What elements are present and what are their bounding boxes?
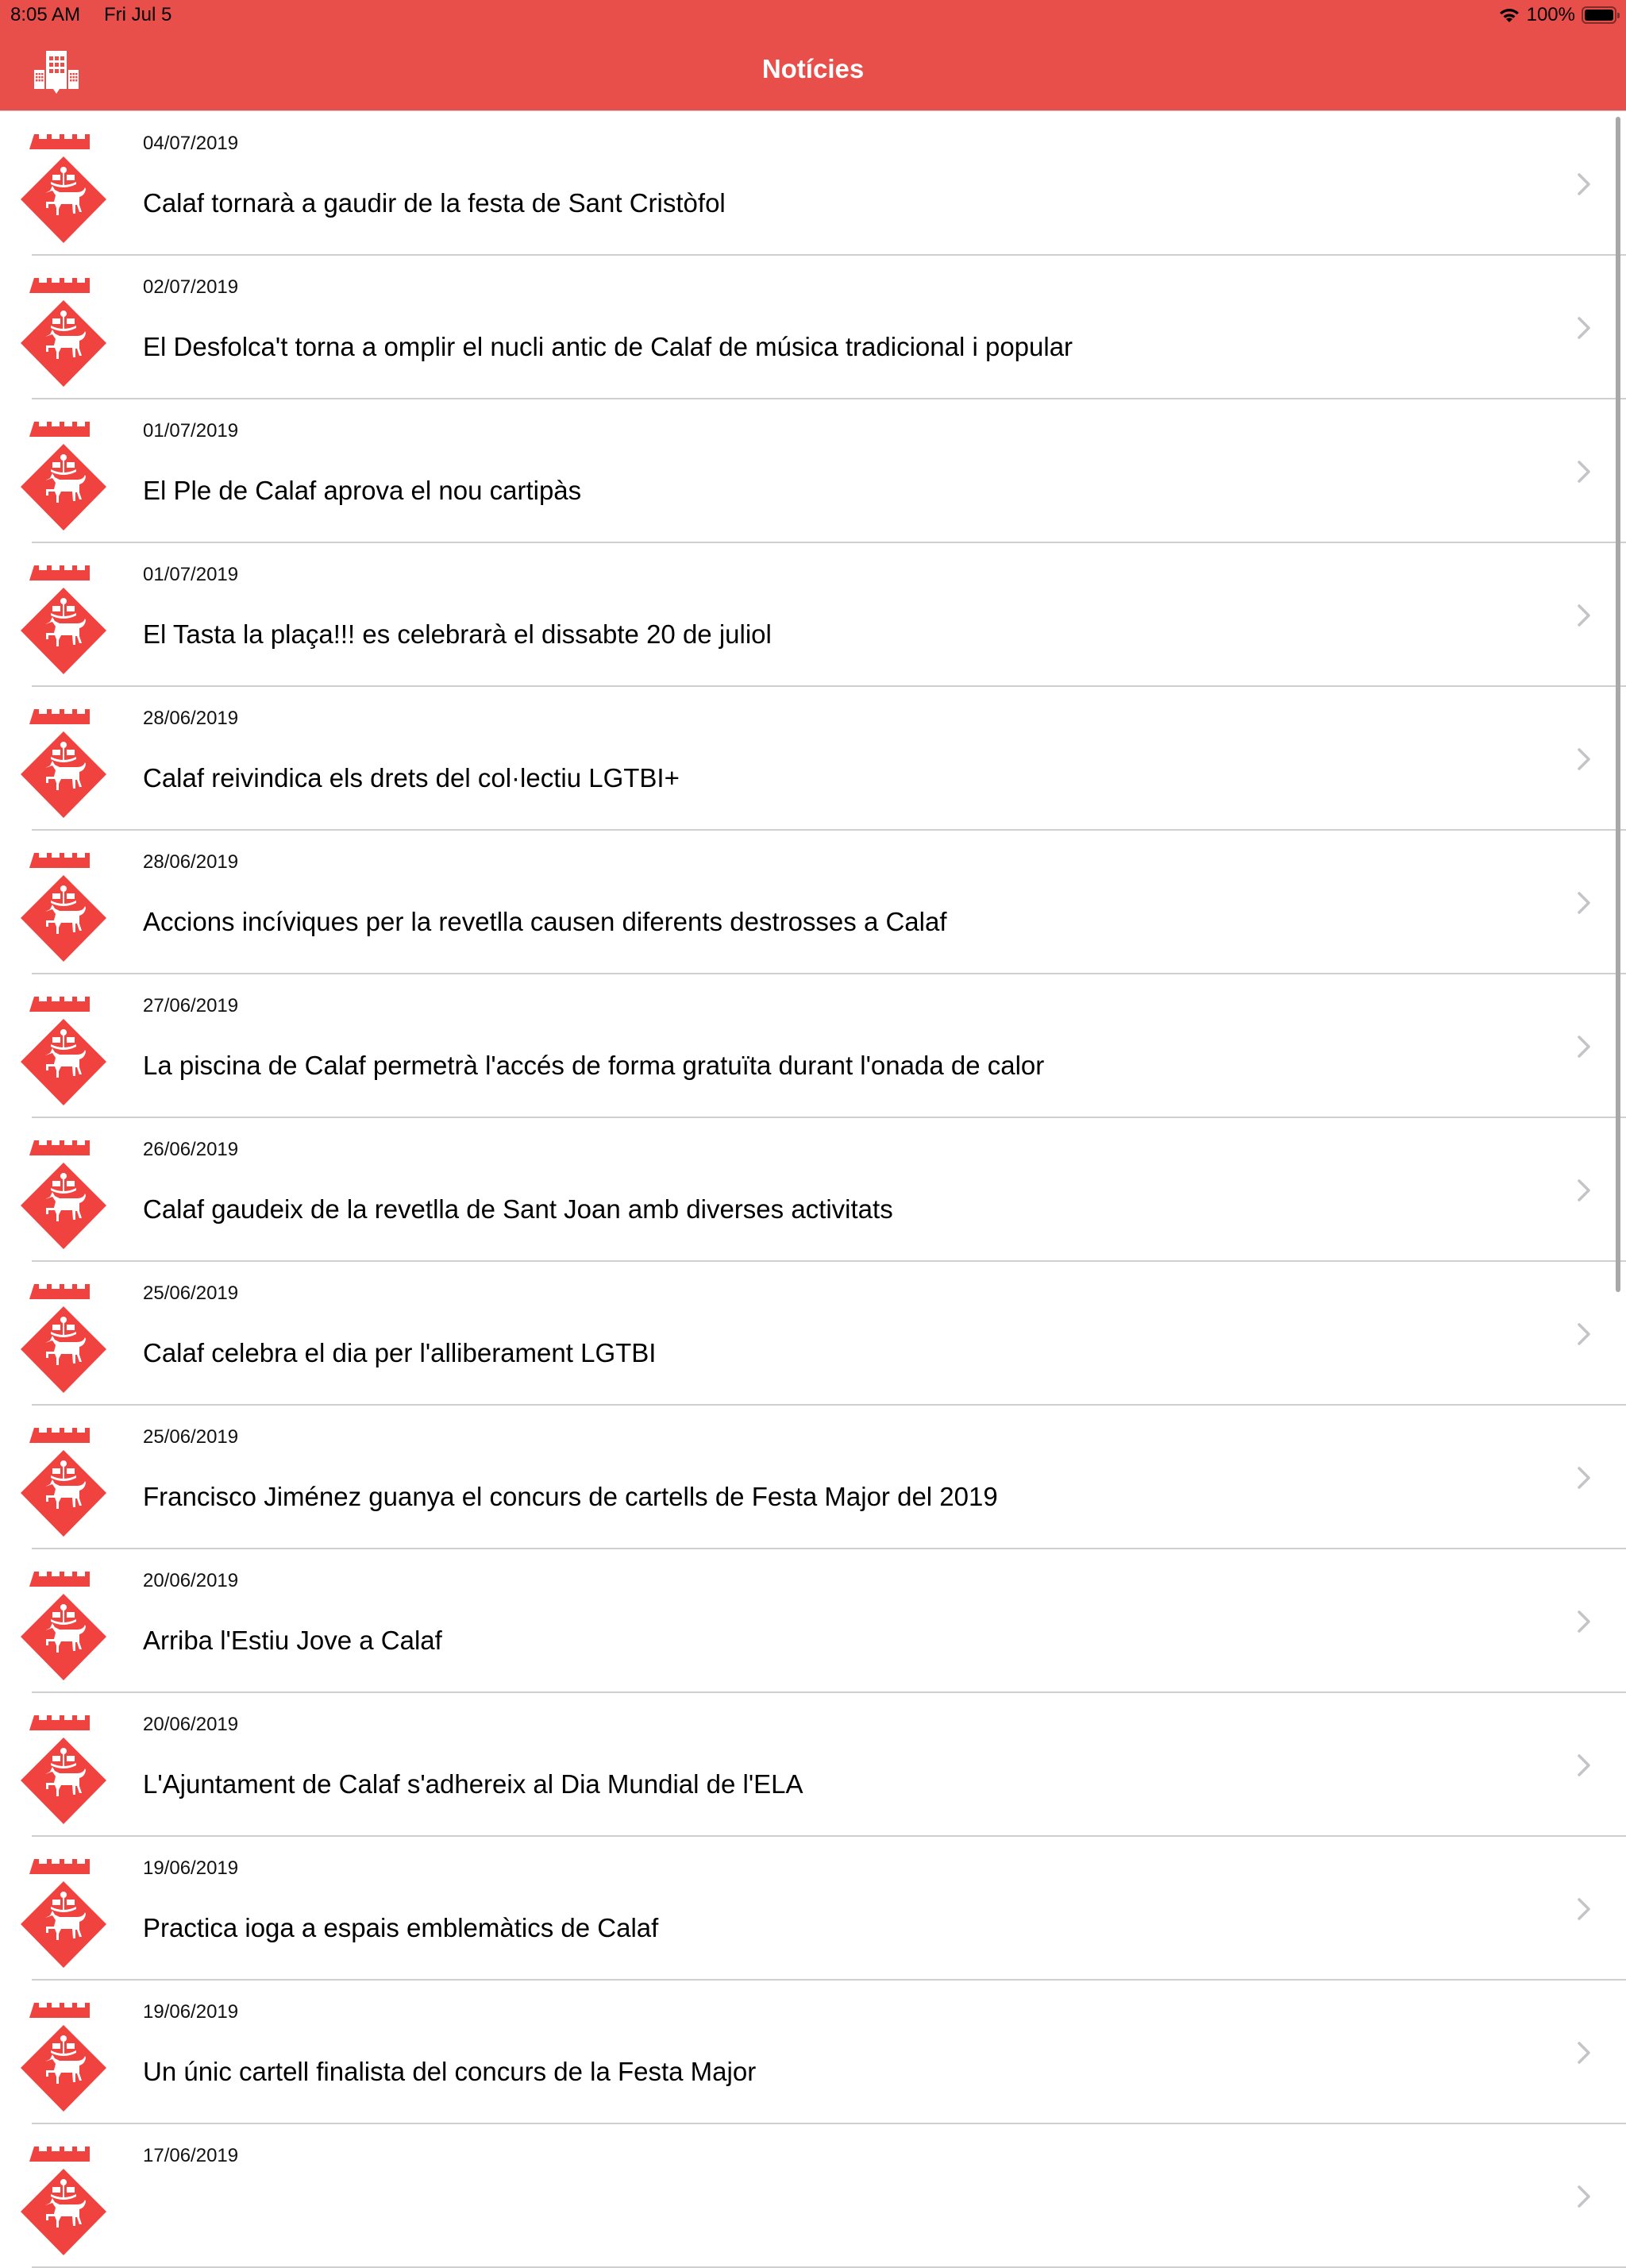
scrollbar[interactable] <box>1616 117 1620 1292</box>
status-bar <box>0 0 1626 32</box>
chevron-right-icon <box>1576 891 1592 915</box>
news-date: 19/06/2019 <box>143 1857 239 1879</box>
calaf-coat-of-arms-icon <box>19 853 108 964</box>
news-title: Arriba l'Estiu Jove a Calaf <box>143 1626 442 1655</box>
news-title: El Desfolca't torna a omplir el nucli antic de Calaf de música tradicional i popular <box>143 332 1073 361</box>
wifi-icon <box>1498 6 1520 24</box>
status-time: 8:05 AM <box>10 4 81 25</box>
chevron-right-icon <box>1576 1466 1592 1490</box>
news-date: 02/07/2019 <box>143 276 239 298</box>
calaf-coat-of-arms-icon <box>19 1428 108 1539</box>
news-date: 20/06/2019 <box>143 1714 239 1735</box>
news-list-item[interactable] <box>0 112 1626 256</box>
chevron-right-icon <box>1576 1035 1592 1059</box>
calaf-coat-of-arms-icon <box>19 1715 108 1826</box>
calaf-coat-of-arms-icon <box>19 278 108 389</box>
news-list-item[interactable] <box>0 1406 1626 1549</box>
header <box>0 0 1626 111</box>
news-date: 28/06/2019 <box>143 851 239 873</box>
calaf-coat-of-arms-icon <box>19 134 108 245</box>
chevron-right-icon <box>1576 1897 1592 1921</box>
news-list-item[interactable] <box>0 831 1626 974</box>
news-list-item[interactable] <box>0 1262 1626 1406</box>
news-list-item[interactable] <box>0 1693 1626 1837</box>
news-list-item[interactable] <box>0 1837 1626 1981</box>
chevron-right-icon <box>1576 1178 1592 1202</box>
chevron-right-icon <box>1576 1322 1592 1346</box>
chevron-right-icon <box>1576 1610 1592 1634</box>
chevron-right-icon <box>1576 460 1592 484</box>
news-title: Calaf reivindica els drets del col·lectiu LGTBI+ <box>143 763 680 793</box>
news-date: 20/06/2019 <box>143 1570 239 1591</box>
news-title: Accions incíviques per la revetlla causen diferents destrosses a Calaf <box>143 907 947 936</box>
news-list-item[interactable] <box>0 1981 1626 2124</box>
news-title: Calaf gaudeix de la revetlla de Sant Joan amb diverses activitats <box>143 1194 893 1224</box>
news-title: La piscina de Calaf permetrà l'accés de forma gratuïta durant l'onada de calor <box>143 1051 1045 1080</box>
news-title: El Ple de Calaf aprova el nou cartipàs <box>143 476 582 505</box>
news-list-item[interactable] <box>0 399 1626 543</box>
calaf-coat-of-arms-icon <box>19 422 108 533</box>
news-title: Un únic cartell finalista del concurs de la Festa Major <box>143 2057 757 2086</box>
news-date: 17/06/2019 <box>143 2145 239 2166</box>
battery-icon <box>1582 6 1616 24</box>
calaf-coat-of-arms-icon <box>19 2003 108 2114</box>
chevron-right-icon <box>1576 747 1592 771</box>
chevron-right-icon <box>1576 2185 1592 2208</box>
battery-percent: 100% <box>1526 4 1575 25</box>
chevron-right-icon <box>1576 316 1592 340</box>
news-title: Practica ioga a espais emblemàtics de Calaf <box>143 1913 659 1942</box>
news-date: 26/06/2019 <box>143 1139 239 1160</box>
calaf-coat-of-arms-icon <box>19 1572 108 1683</box>
news-title: Francisco Jiménez guanya el concurs de cartells de Festa Major del 2019 <box>143 1482 998 1511</box>
news-title: El Tasta la plaça!!! es celebrarà el dissabte 20 de juliol <box>143 619 772 649</box>
news-date: 19/06/2019 <box>143 2001 239 2023</box>
news-list-item[interactable] <box>0 974 1626 1118</box>
news-list-item[interactable] <box>0 2124 1626 2268</box>
calaf-coat-of-arms-icon <box>19 1859 108 1970</box>
status-indicators <box>1498 4 1616 26</box>
news-list <box>0 112 1626 2268</box>
chevron-right-icon <box>1576 1753 1592 1777</box>
calaf-coat-of-arms-icon <box>19 1284 108 1395</box>
chevron-right-icon <box>1576 604 1592 627</box>
news-date: 28/06/2019 <box>143 708 239 729</box>
status-date: Fri Jul 5 <box>104 4 172 25</box>
news-list-item[interactable] <box>0 1118 1626 1262</box>
news-date: 25/06/2019 <box>143 1426 239 1448</box>
chevron-right-icon <box>1576 2041 1592 2065</box>
news-title: L'Ajuntament de Calaf s'adhereix al Dia Mundial de l'ELA <box>143 1769 803 1799</box>
news-title: Calaf celebra el dia per l'alliberament LGTBI <box>143 1338 657 1367</box>
calaf-coat-of-arms-icon <box>19 565 108 677</box>
news-list-item[interactable] <box>0 256 1626 399</box>
news-list-item[interactable] <box>0 543 1626 687</box>
news-date: 25/06/2019 <box>143 1282 239 1304</box>
calaf-coat-of-arms-icon <box>19 997 108 1108</box>
news-date: 01/07/2019 <box>143 420 239 442</box>
news-date: 27/06/2019 <box>143 995 239 1016</box>
calaf-coat-of-arms-icon <box>19 709 108 820</box>
news-date: 04/07/2019 <box>143 133 239 154</box>
news-list-item[interactable] <box>0 1549 1626 1693</box>
news-list-item[interactable] <box>0 687 1626 831</box>
calaf-coat-of-arms-icon <box>19 1140 108 1252</box>
chevron-right-icon <box>1576 172 1592 196</box>
news-date: 01/07/2019 <box>143 564 239 585</box>
calaf-coat-of-arms-icon <box>19 2146 108 2258</box>
page-title: Notícies <box>761 54 865 83</box>
news-title: Calaf tornarà a gaudir de la festa de Sant Cristòfol <box>143 188 726 218</box>
